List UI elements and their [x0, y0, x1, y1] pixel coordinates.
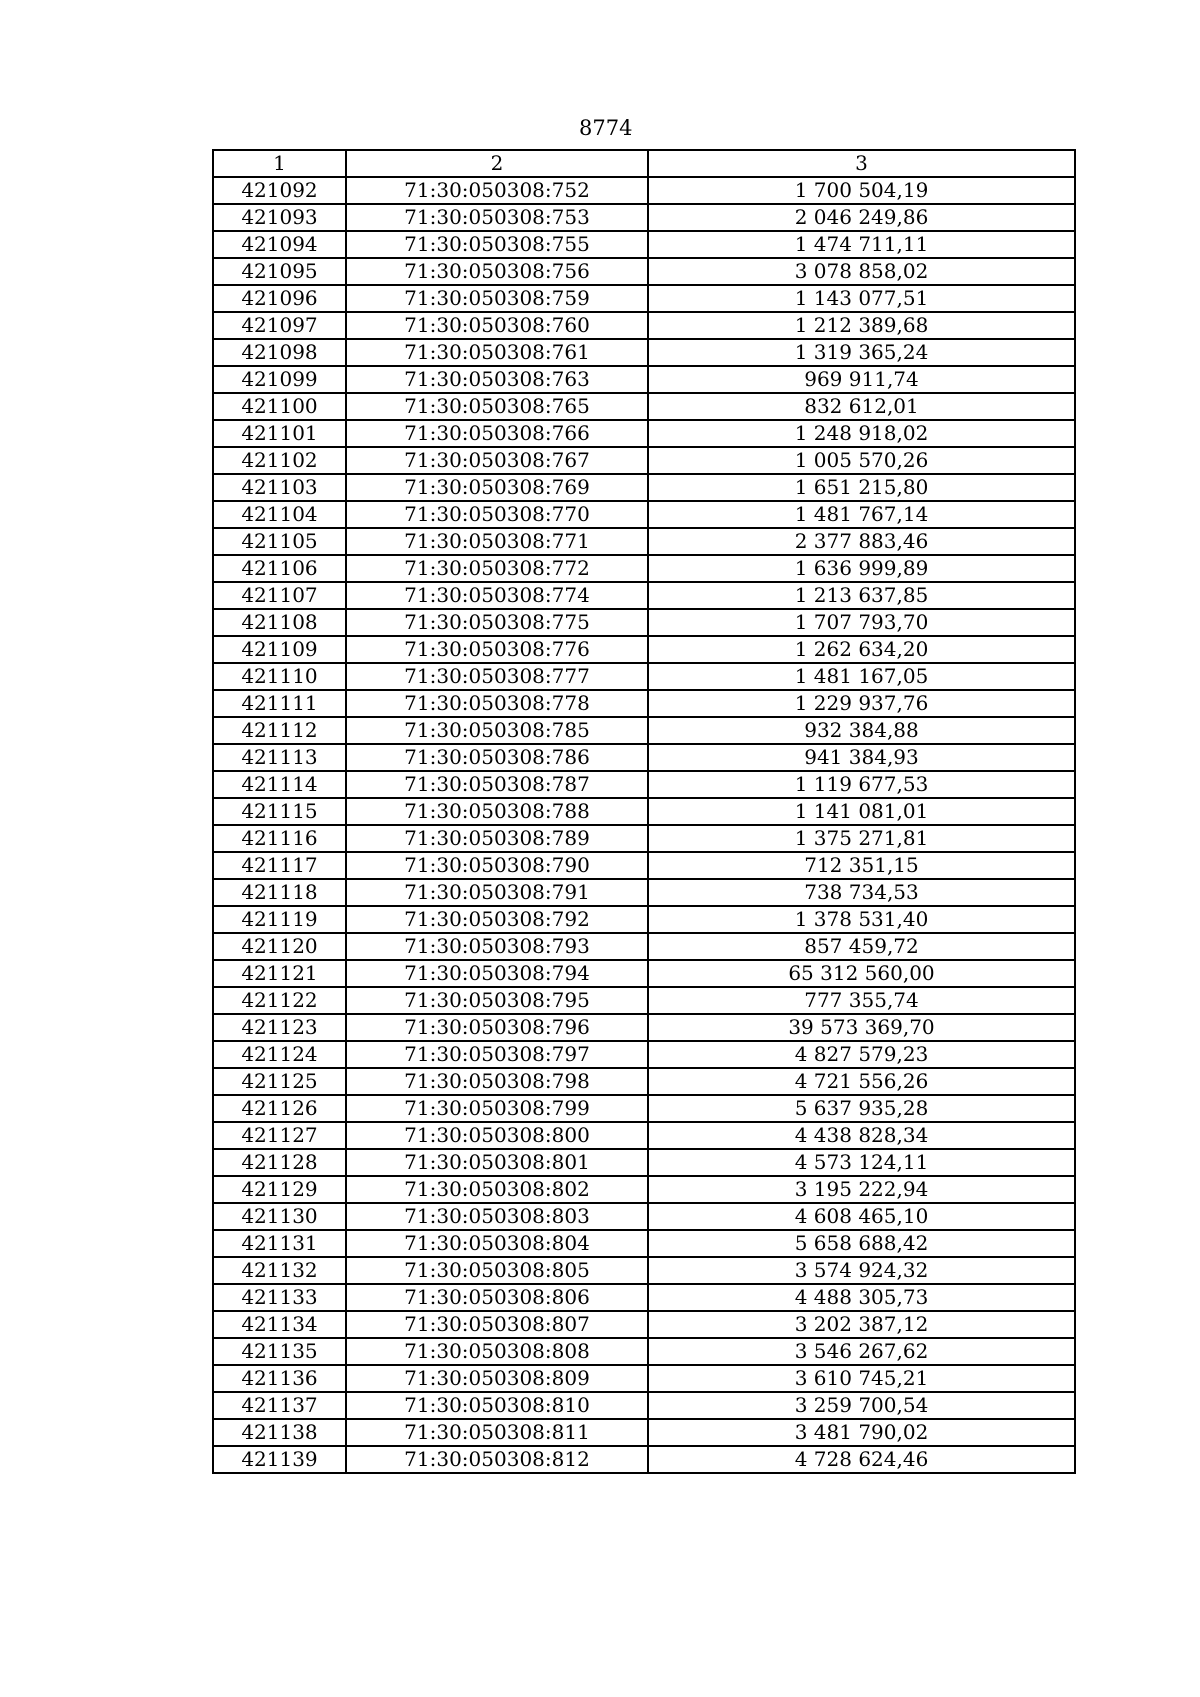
table-row: [213, 285, 1075, 312]
cadastral-number-cell: 71:30:050308:797: [346, 1041, 648, 1068]
cadastral-value-cell: 777 355,74: [648, 987, 1075, 1014]
row-number-cell: 421125: [213, 1068, 346, 1095]
cadastral-number-cell: 71:30:050308:792: [346, 906, 648, 933]
row-number-cell: 421120: [213, 933, 346, 960]
cadastral-value-cell: 2 377 883,46: [648, 528, 1075, 555]
cadastral-number-cell: 71:30:050308:776: [346, 636, 648, 663]
cadastral-value-cell: 4 573 124,11: [648, 1149, 1075, 1176]
cadastral-value-cell: 1 213 637,85: [648, 582, 1075, 609]
cadastral-value-cell: 1 651 215,80: [648, 474, 1075, 501]
cadastral-number-cell: 71:30:050308:805: [346, 1257, 648, 1284]
cadastral-value-cell: 1 141 081,01: [648, 798, 1075, 825]
table-row: [213, 501, 1075, 528]
row-number-cell: 421115: [213, 798, 346, 825]
cadastral-value-cell: 1 262 634,20: [648, 636, 1075, 663]
cadastral-value-cell: 1 474 711,11: [648, 231, 1075, 258]
table-row: [213, 1284, 1075, 1311]
cadastral-value-cell: 4 728 624,46: [648, 1446, 1075, 1473]
row-number-cell: 421121: [213, 960, 346, 987]
row-number-cell: 421103: [213, 474, 346, 501]
cadastral-value-cell: 712 351,15: [648, 852, 1075, 879]
row-number-cell: 421095: [213, 258, 346, 285]
row-number-cell: 421134: [213, 1311, 346, 1338]
table-row: [213, 771, 1075, 798]
row-number-cell: 421135: [213, 1338, 346, 1365]
cadastral-value-cell: 832 612,01: [648, 393, 1075, 420]
table-row: [213, 744, 1075, 771]
table-row: [213, 1230, 1075, 1257]
table-row: [213, 447, 1075, 474]
cadastral-value-cell: 738 734,53: [648, 879, 1075, 906]
row-number-cell: 421102: [213, 447, 346, 474]
row-number-cell: 421126: [213, 1095, 346, 1122]
row-number-cell: 421132: [213, 1257, 346, 1284]
cadastral-number-cell: 71:30:050308:807: [346, 1311, 648, 1338]
row-number-cell: 421098: [213, 339, 346, 366]
table-row: [213, 1419, 1075, 1446]
cadastral-value-cell: 1 636 999,89: [648, 555, 1075, 582]
row-number-cell: 421119: [213, 906, 346, 933]
table-row: [213, 690, 1075, 717]
cadastral-number-cell: 71:30:050308:803: [346, 1203, 648, 1230]
row-number-cell: 421100: [213, 393, 346, 420]
row-number-cell: 421127: [213, 1122, 346, 1149]
row-number-cell: 421096: [213, 285, 346, 312]
table-row: [213, 798, 1075, 825]
cadastral-number-cell: 71:30:050308:798: [346, 1068, 648, 1095]
table-row: [213, 258, 1075, 285]
row-number-cell: 421113: [213, 744, 346, 771]
cadastral-number-cell: 71:30:050308:787: [346, 771, 648, 798]
row-number-cell: 421094: [213, 231, 346, 258]
cadastral-value-cell: 3 546 267,62: [648, 1338, 1075, 1365]
cadastral-value-cell: 1 707 793,70: [648, 609, 1075, 636]
cadastral-number-cell: 71:30:050308:777: [346, 663, 648, 690]
row-number-cell: 421111: [213, 690, 346, 717]
table-row: [213, 879, 1075, 906]
table-row: [213, 366, 1075, 393]
table-row: [213, 933, 1075, 960]
table-row: [213, 420, 1075, 447]
cadastral-number-cell: 71:30:050308:790: [346, 852, 648, 879]
table-row: [213, 555, 1075, 582]
table-row: [213, 1095, 1075, 1122]
cadastral-number-cell: 71:30:050308:769: [346, 474, 648, 501]
row-number-cell: 421137: [213, 1392, 346, 1419]
page-number: 8774: [579, 116, 633, 140]
cadastral-number-cell: 71:30:050308:786: [346, 744, 648, 771]
cadastral-number-cell: 71:30:050308:802: [346, 1176, 648, 1203]
cadastral-number-cell: 71:30:050308:793: [346, 933, 648, 960]
row-number-cell: 421101: [213, 420, 346, 447]
cadastral-number-cell: 71:30:050308:763: [346, 366, 648, 393]
table-row: [213, 1203, 1075, 1230]
row-number-cell: 421133: [213, 1284, 346, 1311]
cadastral-number-cell: 71:30:050308:752: [346, 177, 648, 204]
cadastral-value-cell: 4 721 556,26: [648, 1068, 1075, 1095]
table-row: [213, 717, 1075, 744]
cadastral-value-cell: 4 438 828,34: [648, 1122, 1075, 1149]
cadastral-number-cell: 71:30:050308:775: [346, 609, 648, 636]
row-number-cell: 421138: [213, 1419, 346, 1446]
table-row: [213, 1392, 1075, 1419]
table-row: [213, 960, 1075, 987]
cadastral-number-cell: 71:30:050308:810: [346, 1392, 648, 1419]
cadastral-number-cell: 71:30:050308:789: [346, 825, 648, 852]
cadastral-number-cell: 71:30:050308:795: [346, 987, 648, 1014]
cadastral-number-cell: 71:30:050308:771: [346, 528, 648, 555]
cadastral-number-cell: 71:30:050308:766: [346, 420, 648, 447]
cadastral-number-cell: 71:30:050308:770: [346, 501, 648, 528]
table-row: [213, 1149, 1075, 1176]
cadastral-value-cell: 1 375 271,81: [648, 825, 1075, 852]
cadastral-value-cell: 2 046 249,86: [648, 204, 1075, 231]
table-row: [213, 1122, 1075, 1149]
cadastral-value-cell: 1 229 937,76: [648, 690, 1075, 717]
cadastral-value-cell: 1 378 531,40: [648, 906, 1075, 933]
cadastral-number-cell: 71:30:050308:806: [346, 1284, 648, 1311]
row-number-cell: 421107: [213, 582, 346, 609]
cadastral-number-cell: 71:30:050308:785: [346, 717, 648, 744]
column-header: 3: [648, 150, 1075, 177]
table-row: [213, 663, 1075, 690]
cadastral-number-cell: 71:30:050308:801: [346, 1149, 648, 1176]
table-row: [213, 582, 1075, 609]
table-row: [213, 1365, 1075, 1392]
row-number-cell: 421109: [213, 636, 346, 663]
cadastral-value-cell: 857 459,72: [648, 933, 1075, 960]
table-row: [213, 1311, 1075, 1338]
cadastral-number-cell: 71:30:050308:808: [346, 1338, 648, 1365]
cadastral-value-cell: 932 384,88: [648, 717, 1075, 744]
row-number-cell: 421112: [213, 717, 346, 744]
cadastral-value-cell: 969 911,74: [648, 366, 1075, 393]
row-number-cell: 421093: [213, 204, 346, 231]
table-row: [213, 1068, 1075, 1095]
cadastral-number-cell: 71:30:050308:759: [346, 285, 648, 312]
cadastral-value-cell: 1 481 167,05: [648, 663, 1075, 690]
cadastral-number-cell: 71:30:050308:760: [346, 312, 648, 339]
cadastral-number-cell: 71:30:050308:788: [346, 798, 648, 825]
table-row: [213, 1338, 1075, 1365]
column-header: 1: [213, 150, 346, 177]
cadastral-value-cell: 1 481 767,14: [648, 501, 1075, 528]
row-number-cell: 421108: [213, 609, 346, 636]
cadastral-number-cell: 71:30:050308:796: [346, 1014, 648, 1041]
cadastral-number-cell: 71:30:050308:811: [346, 1419, 648, 1446]
row-number-cell: 421139: [213, 1446, 346, 1473]
cadastral-value-cell: 941 384,93: [648, 744, 1075, 771]
cadastral-number-cell: 71:30:050308:809: [346, 1365, 648, 1392]
cadastral-value-cell: 1 700 504,19: [648, 177, 1075, 204]
row-number-cell: 421128: [213, 1149, 346, 1176]
cadastral-value-cell: 3 481 790,02: [648, 1419, 1075, 1446]
cadastral-value-cell: 3 610 745,21: [648, 1365, 1075, 1392]
table-row: [213, 1257, 1075, 1284]
table-row: [213, 339, 1075, 366]
cadastral-number-cell: 71:30:050308:756: [346, 258, 648, 285]
cadastral-number-cell: 71:30:050308:755: [346, 231, 648, 258]
cadastral-value-cell: 1 248 918,02: [648, 420, 1075, 447]
row-number-cell: 421124: [213, 1041, 346, 1068]
row-number-cell: 421092: [213, 177, 346, 204]
table-row: [213, 1041, 1075, 1068]
row-number-cell: 421122: [213, 987, 346, 1014]
cadastral-number-cell: 71:30:050308:791: [346, 879, 648, 906]
cadastral-value-cell: 1 119 677,53: [648, 771, 1075, 798]
cadastral-number-cell: 71:30:050308:753: [346, 204, 648, 231]
table-row: [213, 204, 1075, 231]
cadastral-value-cell: 39 573 369,70: [648, 1014, 1075, 1041]
table-row: [213, 987, 1075, 1014]
row-number-cell: 421105: [213, 528, 346, 555]
cadastral-value-cell: 65 312 560,00: [648, 960, 1075, 987]
table-row: [213, 474, 1075, 501]
row-number-cell: 421106: [213, 555, 346, 582]
table-row: [213, 231, 1075, 258]
row-number-cell: 421116: [213, 825, 346, 852]
table-row: [213, 393, 1075, 420]
table-row: [213, 636, 1075, 663]
cadastral-number-cell: 71:30:050308:800: [346, 1122, 648, 1149]
cadastral-value-cell: 3 195 222,94: [648, 1176, 1075, 1203]
cadastral-value-cell: 4 488 305,73: [648, 1284, 1075, 1311]
cadastral-value-cell: 3 574 924,32: [648, 1257, 1075, 1284]
cadastral-number-cell: 71:30:050308:772: [346, 555, 648, 582]
row-number-cell: 421136: [213, 1365, 346, 1392]
cadastral-value-cell: 3 078 858,02: [648, 258, 1075, 285]
cadastral-value-cell: 4 608 465,10: [648, 1203, 1075, 1230]
cadastral-number-cell: 71:30:050308:765: [346, 393, 648, 420]
table-row: [213, 906, 1075, 933]
row-number-cell: 421097: [213, 312, 346, 339]
column-header: 2: [346, 150, 648, 177]
cadastral-value-cell: 4 827 579,23: [648, 1041, 1075, 1068]
cadastral-value-cell: 1 319 365,24: [648, 339, 1075, 366]
row-number-cell: 421117: [213, 852, 346, 879]
table-row: [213, 609, 1075, 636]
row-number-cell: 421123: [213, 1014, 346, 1041]
row-number-cell: 421118: [213, 879, 346, 906]
cadastral-number-cell: 71:30:050308:794: [346, 960, 648, 987]
table-row: [213, 825, 1075, 852]
cadastral-number-cell: 71:30:050308:799: [346, 1095, 648, 1122]
row-number-cell: 421099: [213, 366, 346, 393]
cadastral-number-cell: 71:30:050308:804: [346, 1230, 648, 1257]
table-header-row: [213, 150, 1075, 177]
row-number-cell: 421114: [213, 771, 346, 798]
row-number-cell: 421129: [213, 1176, 346, 1203]
table-row: [213, 177, 1075, 204]
cadastral-value-cell: 1 005 570,26: [648, 447, 1075, 474]
cadastral-value-cell: 3 259 700,54: [648, 1392, 1075, 1419]
cadastral-value-cell: 1 143 077,51: [648, 285, 1075, 312]
table-row: [213, 312, 1075, 339]
cadastral-number-cell: 71:30:050308:767: [346, 447, 648, 474]
table-row: [213, 852, 1075, 879]
table-row: [213, 1176, 1075, 1203]
cadastral-value-cell: 1 212 389,68: [648, 312, 1075, 339]
cadastral-number-cell: 71:30:050308:778: [346, 690, 648, 717]
table-row: [213, 1014, 1075, 1041]
table-body: [213, 150, 1075, 1473]
table-row: [213, 528, 1075, 555]
row-number-cell: 421110: [213, 663, 346, 690]
cadastral-number-cell: 71:30:050308:812: [346, 1446, 648, 1473]
cadastral-number-cell: 71:30:050308:774: [346, 582, 648, 609]
row-number-cell: 421104: [213, 501, 346, 528]
cadastral-number-cell: 71:30:050308:761: [346, 339, 648, 366]
cadastral-value-cell: 3 202 387,12: [648, 1311, 1075, 1338]
row-number-cell: 421131: [213, 1230, 346, 1257]
row-number-cell: 421130: [213, 1203, 346, 1230]
cadastral-value-cell: 5 637 935,28: [648, 1095, 1075, 1122]
table-row: [213, 1446, 1075, 1473]
cadastral-value-table: [212, 149, 1076, 1474]
cadastral-value-cell: 5 658 688,42: [648, 1230, 1075, 1257]
